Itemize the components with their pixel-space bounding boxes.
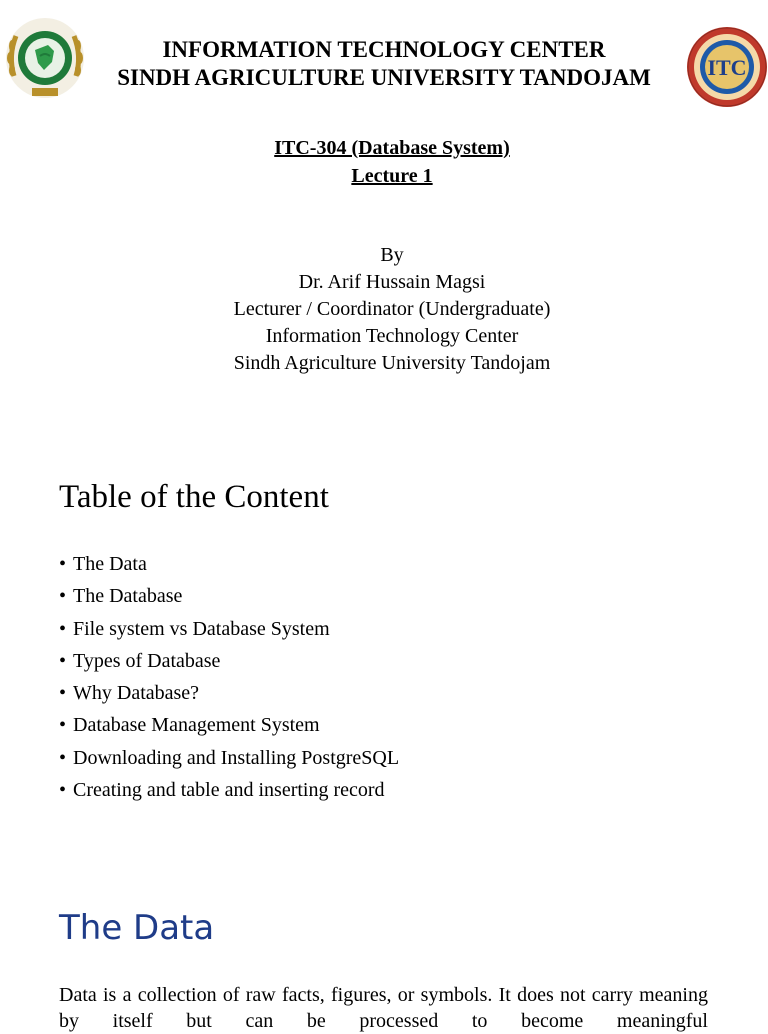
toc-item: • File system vs Database System: [59, 617, 330, 640]
toc-item: • The Database: [59, 585, 183, 608]
header-line-1: INFORMATION TECHNOLOGY CENTER: [162, 37, 606, 62]
toc-item: • Downloading and Installing PostgreSQL: [59, 746, 400, 769]
lecture-number: Lecture 1: [351, 165, 433, 187]
toc-item: • Why Database?: [59, 682, 200, 705]
toc-list: [59, 548, 399, 806]
toc-title: Table of the Content: [59, 479, 329, 515]
toc-item: • Database Management System: [59, 714, 320, 737]
author-university: Sindh Agriculture University Tandojam: [233, 352, 551, 374]
header-line-2: SINDH AGRICULTURE UNIVERSITY TANDOJAM: [117, 65, 651, 90]
toc-item: • Creating and table and inserting record: [59, 779, 385, 802]
course-title: ITC-304 (Database System): [274, 137, 510, 159]
author-department: Information Technology Center: [265, 325, 519, 347]
section-paragraph: Data is a collection of raw facts, figures, or symbols. It does not carry meaning by itself but can be processed to become meaningful: [59, 984, 708, 1032]
author-name: Dr. Arif Hussain Magsi: [298, 271, 486, 293]
itc-logo-text: ITC: [707, 55, 747, 80]
section-heading: The Data: [59, 908, 215, 948]
toc-item: • The Data: [59, 553, 147, 575]
itc-badge-logo: [686, 26, 768, 108]
toc-item: • Types of Database: [59, 649, 221, 672]
author-role: Lecturer / Coordinator (Undergraduate): [233, 298, 551, 320]
author-by: By: [380, 244, 404, 266]
